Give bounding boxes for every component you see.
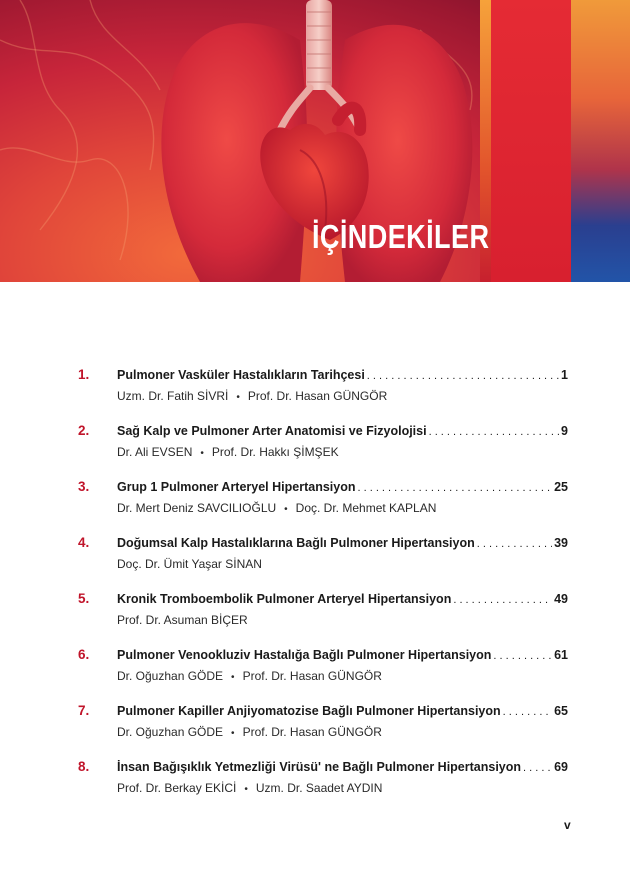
dot-leader xyxy=(453,594,552,606)
author: Prof. Dr. Hasan GÜNGÖR xyxy=(242,669,382,683)
author: Prof. Dr. Hasan GÜNGÖR xyxy=(242,725,382,739)
dot-leader xyxy=(523,762,552,774)
toc-entry[interactable] xyxy=(78,647,568,687)
author: Uzm. Dr. Saadet AYDIN xyxy=(255,781,383,795)
chapter-page: 49 xyxy=(554,592,568,606)
author: Dr. Oğuzhan GÖDE xyxy=(117,725,224,739)
chapter-authors xyxy=(117,781,382,795)
accent-stripe xyxy=(571,0,630,282)
chapter-authors xyxy=(117,725,382,739)
bullet-separator: • xyxy=(236,392,240,403)
dot-leader xyxy=(503,706,552,718)
dot-leader xyxy=(357,482,552,494)
accent-stripe xyxy=(491,0,571,282)
chapter-page: 9 xyxy=(561,424,568,438)
chapter-page: 69 xyxy=(554,760,568,774)
author: Prof. Dr. Asuman BİÇER xyxy=(117,613,248,627)
toc-entry[interactable] xyxy=(78,367,568,407)
chapter-number: 3. xyxy=(78,479,90,494)
header-banner xyxy=(0,0,630,282)
chapter-authors xyxy=(117,613,248,627)
author: Dr. Ali EVSEN xyxy=(117,445,193,459)
chapter-title[interactable]: Pulmoner Vasküler Hastalıkların Tarihçesi xyxy=(117,368,365,382)
chapter-number: 1. xyxy=(78,367,90,382)
page-number: v xyxy=(564,818,571,832)
chapter-page: 61 xyxy=(554,648,568,662)
bullet-separator: • xyxy=(200,448,204,459)
chapter-page: 65 xyxy=(554,704,568,718)
author: Dr. Mert Deniz SAVCILIOĞLU xyxy=(117,501,277,515)
chapter-number: 4. xyxy=(78,535,90,550)
chapter-authors xyxy=(117,669,382,683)
chapter-title[interactable]: Sağ Kalp ve Pulmoner Arter Anatomisi ve Fizyolojisi xyxy=(117,424,427,438)
bullet-separator: • xyxy=(231,672,235,683)
chapter-authors xyxy=(117,445,339,459)
author: Prof. Dr. Hasan GÜNGÖR xyxy=(247,389,388,403)
author: Uzm. Dr. Fatih SİVRİ xyxy=(117,389,229,403)
dot-leader xyxy=(429,426,559,438)
dot-leader xyxy=(493,650,552,662)
author: Prof. Dr. Berkay EKİCİ xyxy=(117,781,237,795)
chapter-title[interactable]: Pulmoner Kapiller Anjiyomatozise Bağlı Pulmoner Hipertansiyon xyxy=(117,704,501,718)
chapter-title[interactable]: Doğumsal Kalp Hastalıklarına Bağlı Pulmoner Hipertansiyon xyxy=(117,536,475,550)
chapter-authors xyxy=(117,557,262,571)
chapter-page: 1 xyxy=(561,368,568,382)
toc-entry[interactable] xyxy=(78,703,568,743)
bullet-separator: • xyxy=(284,504,288,515)
chapter-authors xyxy=(117,389,387,403)
chapter-number: 2. xyxy=(78,423,90,438)
chapter-title[interactable]: Pulmoner Venookluziv Hastalığa Bağlı Pulmoner Hipertansiyon xyxy=(117,648,492,662)
toc-entry[interactable] xyxy=(78,535,568,575)
chapter-page: 25 xyxy=(554,480,568,494)
chapter-page: 39 xyxy=(554,536,568,550)
chapter-authors xyxy=(117,501,436,515)
page-title: İÇİNDEKİLER xyxy=(312,218,490,255)
chapter-number: 8. xyxy=(78,759,90,774)
author: Doç. Dr. Ümit Yaşar SİNAN xyxy=(117,557,262,571)
author: Dr. Oğuzhan GÖDE xyxy=(117,669,224,683)
toc-entry[interactable] xyxy=(78,423,568,463)
toc-entry[interactable] xyxy=(78,591,568,631)
toc-entry[interactable] xyxy=(78,759,568,799)
dot-leader xyxy=(477,538,552,550)
toc-entry[interactable] xyxy=(78,479,568,519)
bullet-separator: • xyxy=(231,728,235,739)
author: Prof. Dr. Hakkı ŞİMŞEK xyxy=(211,445,339,459)
chapter-title[interactable]: İnsan Bağışıklık Yetmezliği Virüsü' ne Bağlı Pulmoner Hipertansiyon xyxy=(117,760,522,774)
chapter-number: 6. xyxy=(78,647,90,662)
bullet-separator: • xyxy=(244,784,248,795)
author: Doç. Dr. Mehmet KAPLAN xyxy=(295,501,437,515)
chapter-title[interactable]: Kronik Tromboembolik Pulmoner Arteryel Hipertansiyon xyxy=(117,592,452,606)
dot-leader xyxy=(367,370,559,382)
chapter-number: 7. xyxy=(78,703,90,718)
chapter-number: 5. xyxy=(78,591,90,606)
chapter-title[interactable]: Grup 1 Pulmoner Arteryel Hipertansiyon xyxy=(117,480,356,494)
